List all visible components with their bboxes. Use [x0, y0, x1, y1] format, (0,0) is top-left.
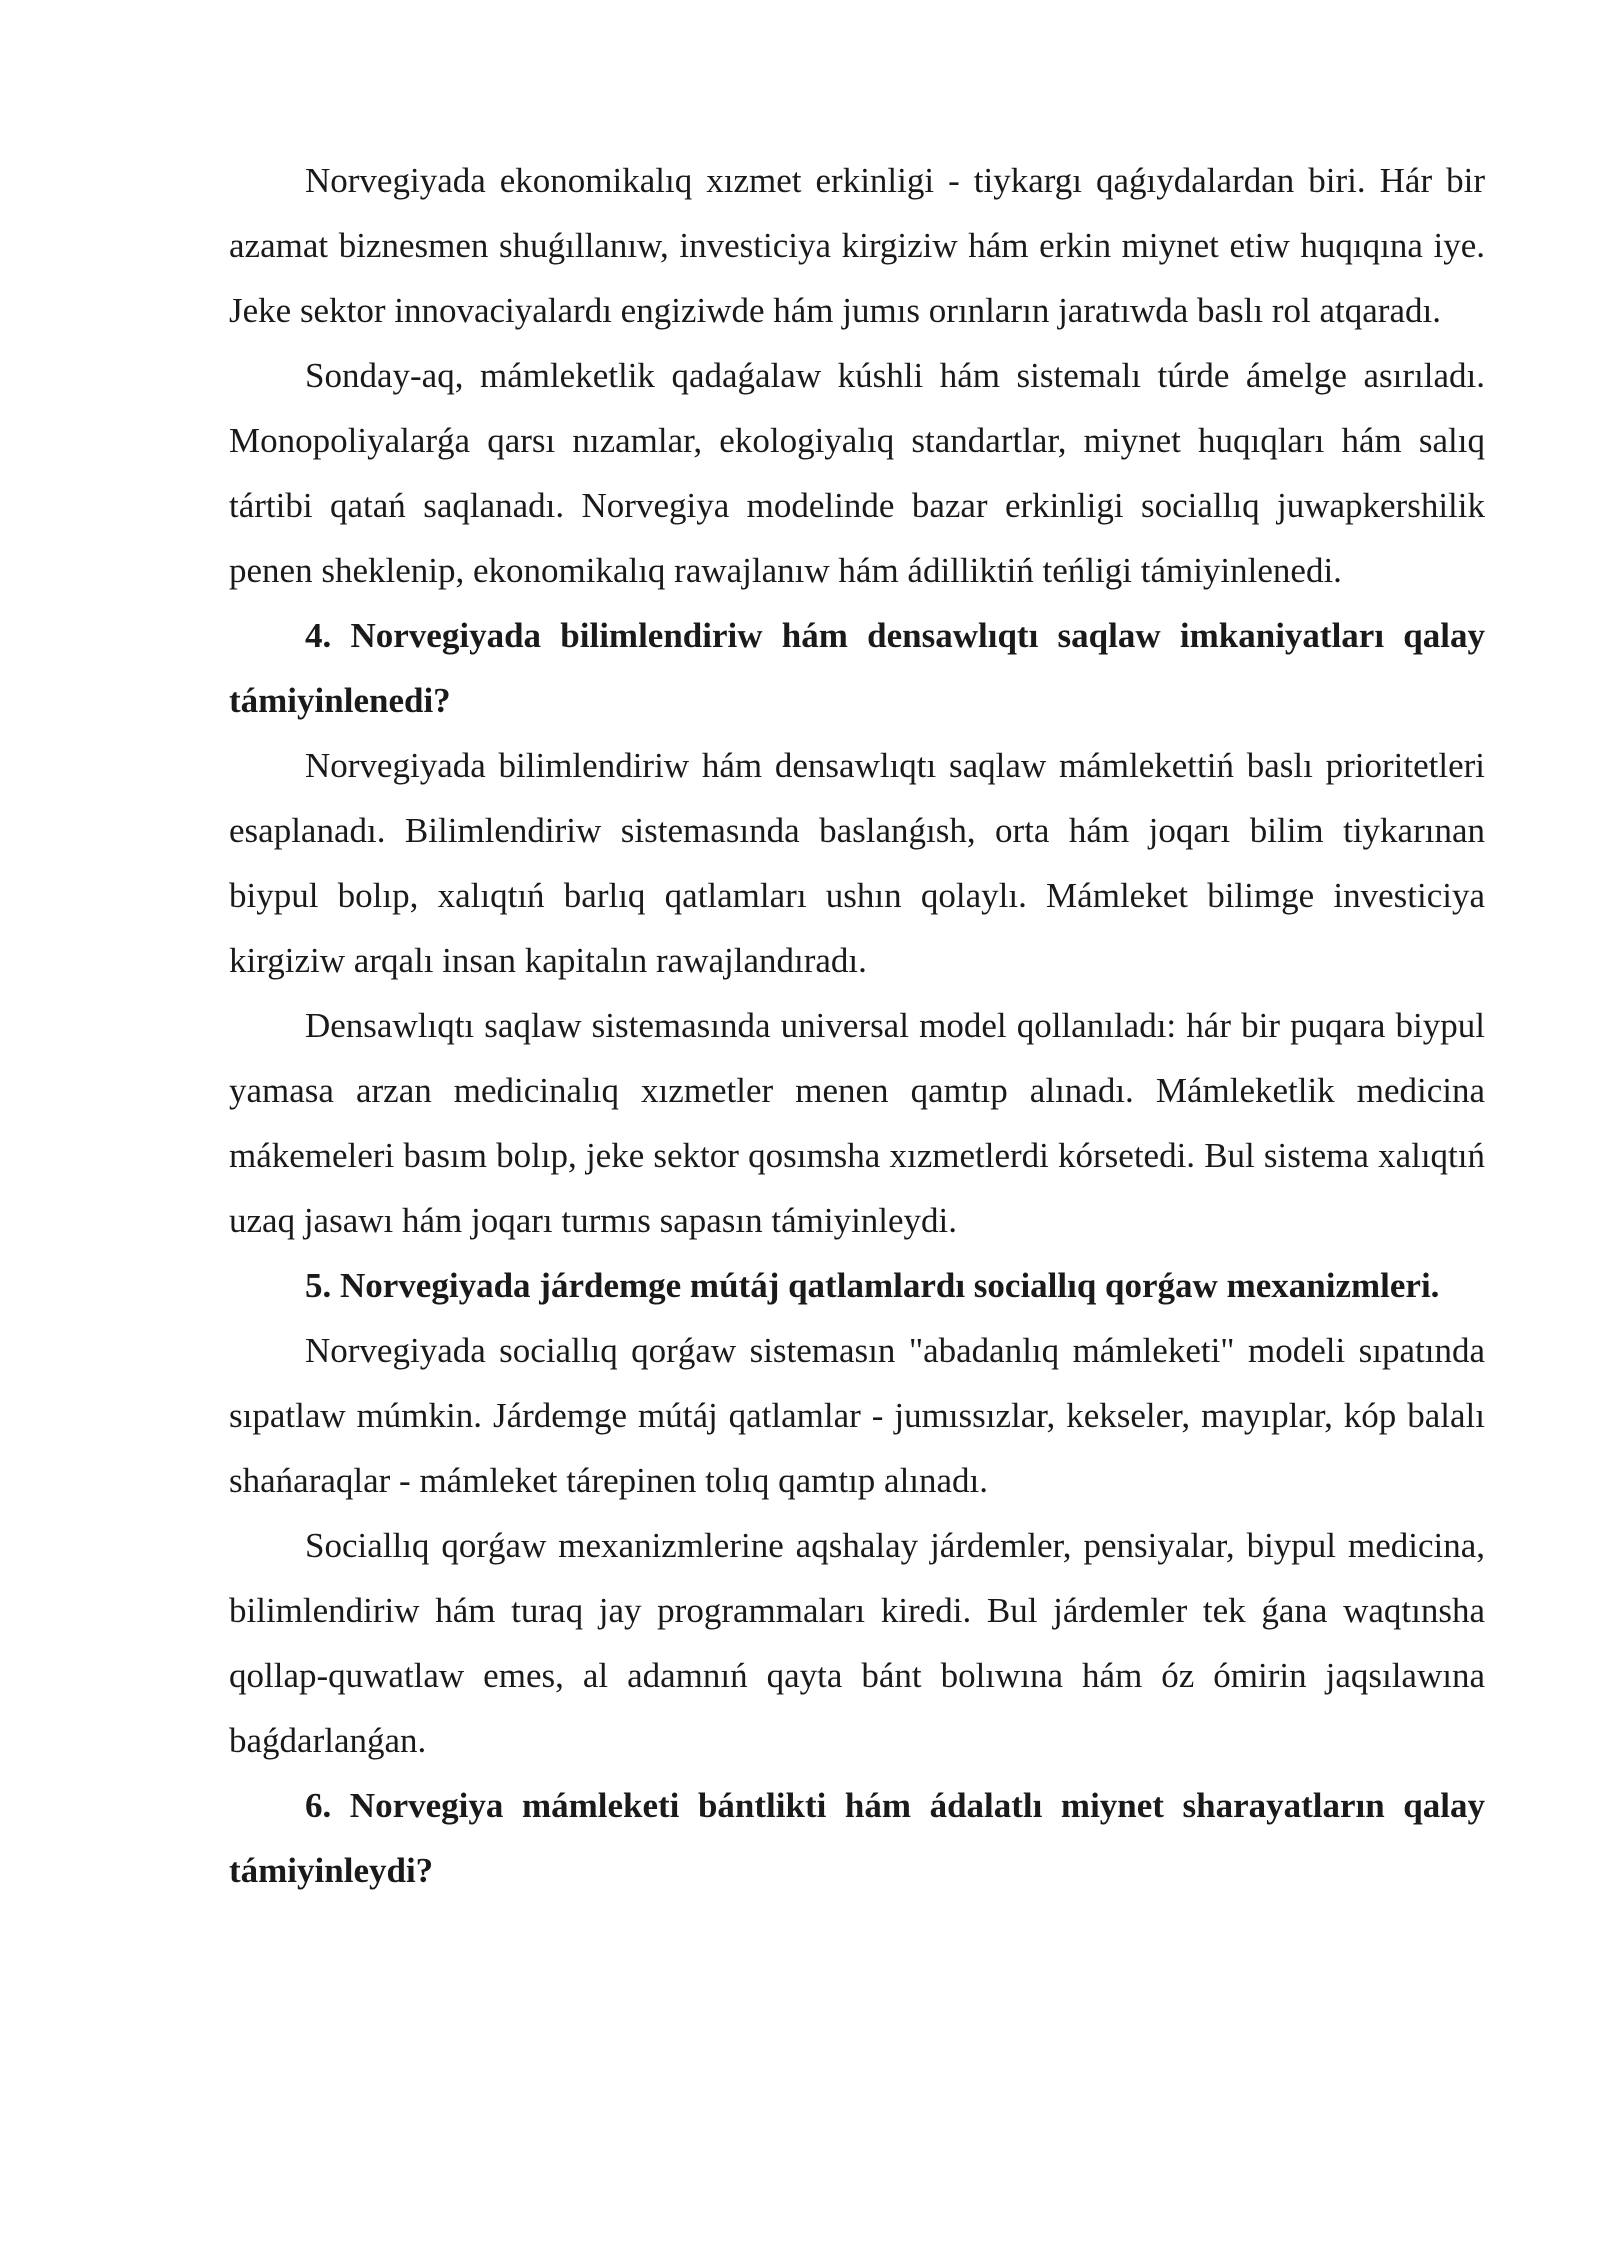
body-paragraph: Norvegiyada sociallıq qorǵaw sistemasın "abadanlıq mámleketi" modeli sıpatında sıpatlaw múmkin. Járdemge mútáj qatlamlar - jumıssızlar, kekseler, mayıplar, kóp balalı shańaraqlar - mámleket tárepinen tolıq qamtıp alınadı.: [229, 1331, 1485, 1500]
body-paragraph: Norvegiyada bilimlendiriw hám densawlıqtı saqlaw mámlekettiń baslı prioritetleri esaplanadı. Bilimlendiriw sistemasında baslanǵısh, orta hám joqarı bilim tiykarınan biypul bolıp, xalıqtıń barlıq qatlamları ushın qolaylı. Mámleket bilimge investiciya kirgiziw arqalı insan kapitalın rawajlandıradı.: [229, 746, 1485, 980]
body-paragraph: Densawlıqtı saqlaw sistemasında universal model qollanıladı: hár bir puqara biypul yamasa arzan medicinalıq xızmetler menen qamtıp alınadı. Mámleketlik medicina mákemeleri basım bolıp, jeke sektor qosımsha xızmetlerdi kórsetedi. Bul sistema xalıqtıń uzaq jasawı hám joqarı turmıs sapasın támiyinleydi.: [229, 1006, 1485, 1240]
body-paragraph: Norvegiyada ekonomikalıq xızmet erkinligi - tiykargı qaǵıydalardan biri. Hár bir azamat biznesmen shuǵıllanıw, investiciya kirgiziw hám erkin miynet etiw huqıqına iye. Jeke sektor innovaciyalardı engiziwde hám jumıs orınların jaratıwda baslı rol atqaradı.: [229, 161, 1485, 330]
document-page: [229, 148, 1485, 1903]
section-heading: 5. Norvegiyada járdemge mútáj qatlamlardı sociallıq qorǵaw mexanizmleri.: [305, 1266, 1440, 1305]
body-paragraph: Sociallıq qorǵaw mexanizmlerine aqshalay járdemler, pensiyalar, biypul medicina, bilimlendiriw hám turaq jay programmaları kiredi. Bul járdemler tek ǵana waqtınsha qollap-quwatlaw emes, al adamnıń qayta bánt bolıwına hám óz ómirin jaqsılawına baǵdarlanǵan.: [229, 1526, 1485, 1760]
body-paragraph: Sonday-aq, mámleketlik qadaǵalaw kúshli hám sistemalı túrde ámelge asırıladı. Monopoliyalarǵa qarsı nızamlar, ekologiyalıq standartlar, miynet huqıqları hám salıq tártibi qatań saqlanadı. Norvegiya modelinde bazar erkinligi sociallıq juwapkershilik penen sheklenip, ekonomikalıq rawajlanıw hám ádilliktiń teńligi támiyinlenedi.: [229, 356, 1485, 590]
section-heading: 6. Norvegiya mámleketi bántlikti hám ádalatlı miynet sharayatların qalay támiyinleydi?: [229, 1786, 1485, 1890]
section-heading: 4. Norvegiyada bilimlendiriw hám densawlıqtı saqlaw imkaniyatları qalay támiyinlenedi?: [229, 616, 1485, 720]
